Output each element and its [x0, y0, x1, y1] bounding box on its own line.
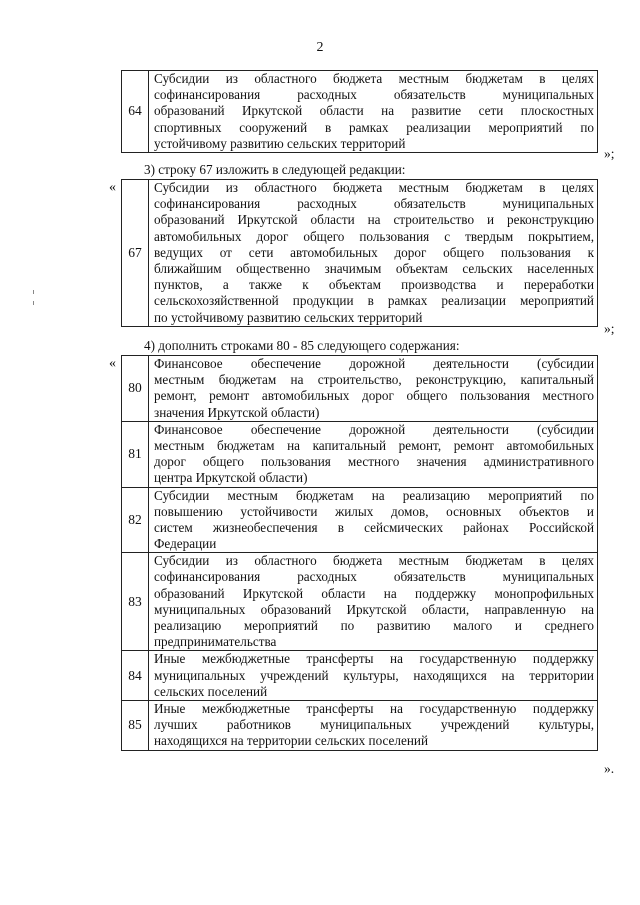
table-row: [122, 356, 598, 422]
row-number: 85: [122, 700, 149, 750]
text-line: муниципальных учреждений культуры, находящихся на территории: [154, 667, 594, 683]
table-row: [122, 71, 598, 153]
text-line: пунктов, а также к объектам производства и переработки: [154, 277, 594, 293]
row-text: [149, 487, 598, 553]
table-row: [122, 651, 598, 701]
row-number: 82: [122, 487, 149, 553]
table-row: [122, 553, 598, 651]
text-line: спортивных сооружений в рамках реализации мероприятий по: [154, 119, 594, 135]
page-number: 2: [316, 40, 324, 55]
table-row-64-block: [121, 70, 598, 153]
row-text: [149, 71, 598, 153]
table-row: [122, 180, 598, 327]
table-body: [122, 356, 598, 751]
text-line: центра Иркутской области): [154, 470, 308, 486]
row-text: [149, 700, 598, 750]
text-line: муниципальных образований Иркутской области, направленную на: [154, 601, 594, 617]
text-line: софинансирования расходных обязательств муниципальных: [154, 87, 594, 103]
opening-quote: «: [109, 356, 116, 371]
text-line: образований Иркутской области на развитие сети плоскостных: [154, 103, 594, 119]
row-text: [149, 421, 598, 487]
text-line: софинансирования расходных обязательств муниципальных: [154, 569, 594, 585]
text-line: сельских поселений: [154, 683, 268, 699]
row-number: 67: [122, 180, 149, 327]
text-line: реализацию мероприятий по развитию малого и среднего: [154, 618, 594, 633]
text-line: повышению устойчивости жилых домов, основных объектов и: [154, 503, 594, 519]
row-number: 84: [122, 651, 149, 701]
text-line: софинансирования расходных обязательств муниципальных: [154, 196, 594, 212]
row-text: [149, 651, 598, 701]
table-row: [122, 421, 598, 487]
text-line: Субсидии из областного бюджета местным бюджетам в целях: [154, 553, 594, 569]
row-number: 80: [122, 356, 149, 422]
text-line: дорог общего пользования местного значения административного: [154, 454, 594, 470]
text-line: ремонт, ремонт автомобильных дорог общего пользования местного: [154, 388, 594, 404]
row-text: [149, 356, 598, 422]
text-line: Финансовое обеспечение дорожной деятельности (субсидии: [154, 356, 594, 371]
text-line: устойчивому развитию сельских территорий: [154, 135, 406, 151]
text-line: сельскохозяйственной продукции в рамках реализации мероприятий: [154, 293, 594, 309]
scan-mark: [33, 301, 34, 305]
text-line: образований Иркутской области на поддержку монопрофильных: [154, 585, 594, 601]
table-body: [122, 180, 598, 327]
text-line: по устойчивому развитию сельских территорий: [154, 309, 423, 325]
text-line: находящихся на территории сельских поселений: [154, 733, 429, 749]
table-row: [122, 487, 598, 553]
text-line: Федерации: [154, 536, 217, 552]
text-line: Иные межбюджетные трансферты на государственную поддержку: [154, 651, 594, 667]
text-line: местным бюджетам на строительство, реконструкцию, капитальный: [154, 372, 594, 388]
text-line: образований Иркутской области на строительство и реконструкцию: [154, 212, 594, 228]
table-row: [122, 700, 598, 750]
instruction-add-rows: 4) дополнить строками 80 - 85 следующего содержания:: [144, 338, 460, 353]
row-text: [149, 553, 598, 651]
text-line: предпринимательства: [154, 634, 277, 650]
scan-mark: [33, 290, 34, 294]
text-line: систем жизнеобеспечения в сейсмических районах Российской: [154, 519, 594, 535]
table-rows-80-85-block: [121, 355, 598, 751]
text-line: значения Иркутской области): [154, 404, 320, 420]
row-number: 83: [122, 553, 149, 651]
table-body: [122, 71, 598, 153]
closing-quote: ».: [604, 761, 615, 776]
text-line: автомобильных дорог общего пользования с твердым покрытием,: [154, 228, 594, 244]
table-row-67-block: [121, 179, 598, 327]
closing-quote: »;: [604, 321, 615, 336]
text-line: Финансовое обеспечение дорожной деятельности (субсидии: [154, 421, 594, 437]
row-number: 64: [122, 71, 149, 153]
text-line: Субсидии из областного бюджета местным бюджетам в целях: [154, 71, 594, 86]
text-line: ведущих от сети автомобильных дорог общего пользования к: [154, 244, 594, 260]
text-line: местным бюджетам на капитальный ремонт, ремонт автомобильных: [154, 437, 594, 453]
text-line: лучших работников муниципальных учреждений культуры,: [154, 717, 594, 733]
text-line: Субсидии местным бюджетам на реализацию мероприятий по: [154, 487, 594, 503]
opening-quote: «: [109, 180, 116, 195]
closing-quote: »;: [604, 146, 615, 161]
text-line: Субсидии из областного бюджета местным бюджетам в целях: [154, 180, 594, 195]
row-text: [149, 180, 598, 327]
instruction-replace-row-67: 3) строку 67 изложить в следующей редакции:: [144, 162, 406, 177]
row-number: 81: [122, 421, 149, 487]
text-line: ближайшим общественно значимым объектам сельских населенных: [154, 260, 594, 276]
text-line: Иные межбюджетные трансферты на государственную поддержку: [154, 700, 594, 716]
